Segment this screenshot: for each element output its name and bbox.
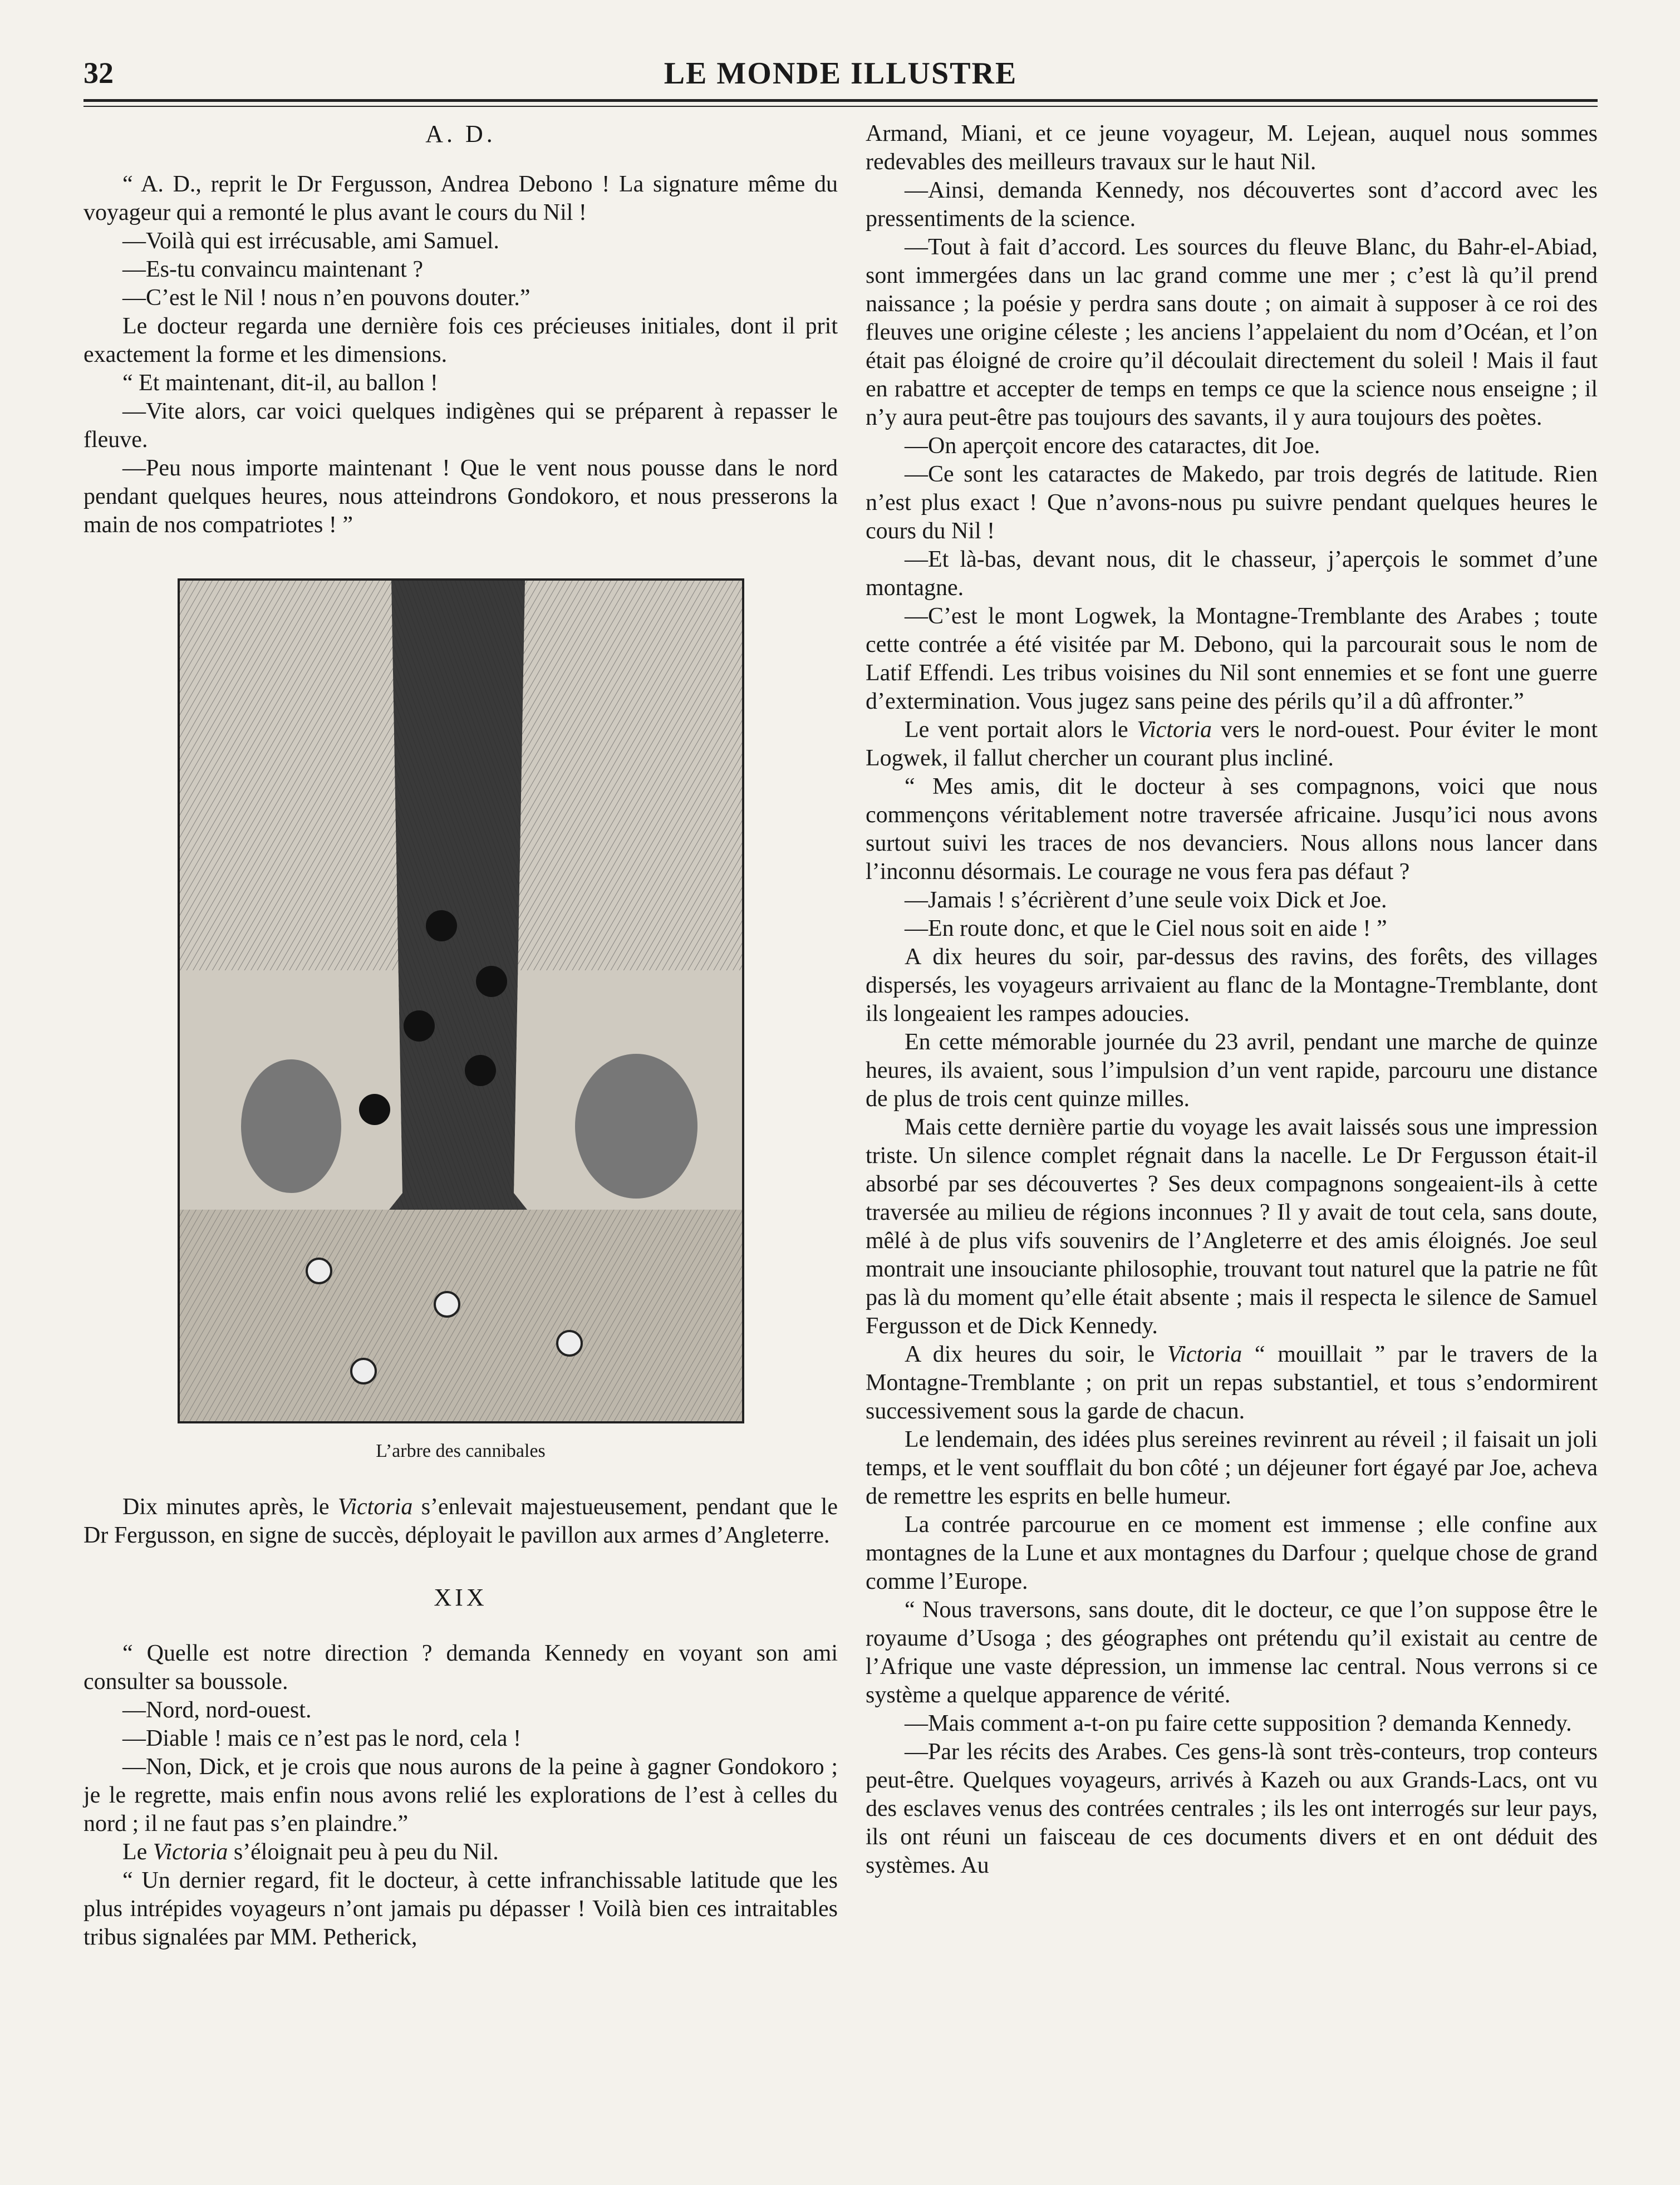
paragraph: “ Mes amis, dit le docteur à ses compagnons, voici que nous commençons véritablement notre traversée africaine. Jusqu’ici nous avons surtout suivi les traces de nos devanciers. Nous allons nous lancer dans l’inconnu désormais. Le courage ne vous fera pas défaut ? xyxy=(866,774,1598,885)
page-number: 32 xyxy=(83,56,114,90)
paragraph: Le Victoria s’éloignait peu à peu du Nil. xyxy=(122,1839,499,1865)
header-rule-thin xyxy=(83,106,1598,107)
paragraph: Armand, Miani, et ce jeune voyageur, M. Lejean, auquel nous sommes redevables des meilleurs travaux sur le haut Nil. xyxy=(866,121,1598,175)
paragraph: —Es-tu convaincu maintenant ? xyxy=(122,257,423,282)
paragraph: Le docteur regarda une dernière fois ces précieuses initiales, dont il prit exactement la forme et les dimensions. xyxy=(83,313,838,367)
paragraph: —Tout à fait d’accord. Les sources du fleuve Blanc, du Bahr-el-Abiad, sont immergées dans un lac grand comme une mer ; c’est là qu’il prend naissance ; la poésie y perdra sans doute ; on aimait à supposer à ce roi des fleuves une origine céleste ; les anciens l’appelaient du nom d’Océan, et l’on était pas éloigné de croire qu’il découlait directement du soleil ! Mais il faut en rabattre et accepter de temps en temps ce que la science nous enseigne ; il n’y aura peut-être pas toujours des savants, il y aura toujours des poètes. xyxy=(866,234,1598,430)
paragraph: Le lendemain, des idées plus sereines revinrent au réveil ; il faisait un joli temps, et le vent soufflait du bon côté ; un déjeuner fort égayé par Joe, acheva de remettre les esprits en belle humeur. xyxy=(866,1427,1598,1509)
paragraph: “ Quelle est notre direction ? demanda Kennedy en voyant son ami consulter sa boussole. xyxy=(83,1641,838,1695)
paragraph: —Nord, nord-ouest. xyxy=(122,1697,312,1723)
heading-initials: A. D. xyxy=(425,120,496,148)
paragraph: Dix minutes après, le Victoria s’enlevait majestueusement, pendant que le Dr Fergusson, en signe de succès, déployait le pavillon aux armes d’Angleterre. xyxy=(83,1494,838,1548)
left-column xyxy=(83,120,838,1952)
paragraph: “ Un dernier regard, fit le docteur, à cette infranchissable latitude que les plus intrépides voyageurs n’ont jamais pu dépasser ! Voilà bien ces intraitables tribus signalées par MM. Petherick, xyxy=(83,1868,838,1950)
paragraph: —Voilà qui est irrécusable, ami Samuel. xyxy=(122,228,499,254)
paragraph: —Jamais ! s’écrièrent d’une seule voix Dick et Joe. xyxy=(905,887,1387,913)
paragraph: —Par les récits des Arabes. Ces gens-là sont très-conteurs, trop conteurs peut-être. Quelques voyageurs, arrivés à Kazeh ou aux Grands-Lacs, ont vu des esclaves venus des contrées centrales ; ils les ont interrogés sur leur pays, ils ont réuni un faisceau de ces documents divers et en ont déduit des systèmes. Au xyxy=(866,1739,1598,1878)
paragraph: —Peu nous importe maintenant ! Que le vent nous pousse dans le nord pendant quelques heures, nous atteindrons Gondokoro, et nous presserons la main de nos compatriotes ! ” xyxy=(83,455,838,538)
page-header xyxy=(83,50,1598,100)
engraving-illustration xyxy=(178,578,744,1423)
paragraph: “ A. D., reprit le Dr Fergusson, Andrea Debono ! La signature même du voyageur qui a remonté le plus avant le cours du Nil ! xyxy=(83,171,838,225)
paragraph: —Et là-bas, devant nous, dit le chasseur, j’aperçois le sommet d’une montagne. xyxy=(866,547,1598,601)
paragraph: —C’est le Nil ! nous n’en pouvons douter.” xyxy=(122,285,530,311)
paragraph: —En route donc, et que le Ciel nous soit en aide ! ” xyxy=(905,916,1387,941)
masthead-title: LE MONDE ILLUSTRE xyxy=(664,56,1018,91)
paragraph: “ Et maintenant, dit-il, au ballon ! xyxy=(122,370,438,396)
paragraph: La contrée parcourue en ce moment est immense ; elle confine aux montagnes de la Lune et aux montagnes du Darfour ; quelque chose de grand comme l’Europe. xyxy=(866,1512,1598,1594)
paragraph: —Mais comment a-t-on pu faire cette supposition ? demanda Kennedy. xyxy=(905,1711,1572,1736)
paragraph: —Non, Dick, et je crois que nous aurons de la peine à gagner Gondokoro ; je le regrette, mais enfin nous avons relié les explorations de l’est à celles du nord ; il ne faut pas s’en plaindre.” xyxy=(83,1754,838,1837)
paragraph: —Ce sont les cataractes de Makedo, par trois degrés de latitude. Rien n’est plus exact ! Que n’avons-nous pu suivre pendant quelques heures le cours du Nil ! xyxy=(866,461,1598,544)
paragraph: Le vent portait alors le Victoria vers le nord-ouest. Pour éviter le mont Logwek, il fallut chercher un courant plus incliné. xyxy=(866,717,1598,771)
paragraph: En cette mémorable journée du 23 avril, pendant une marche de quinze heures, ils avaient, sous l’impulsion d’un vent rapide, parcouru une distance de plus de trois cent quinze milles. xyxy=(866,1029,1598,1112)
paragraph: “ Nous traversons, sans doute, dit le docteur, ce que l’on suppose être le royaume d’Usoga ; des géographes ont prétendu qu’il existait au centre de l’Afrique une vaste dépression, un immense lac central. Nous verrons si ce système a quelque apparence de vérité. xyxy=(866,1597,1598,1708)
figure-caption: L’arbre des cannibales xyxy=(376,1441,546,1461)
paragraph: —Vite alors, car voici quelques indigènes qui se préparent à repasser le fleuve. xyxy=(83,399,838,453)
chapter-number: XIX xyxy=(434,1584,488,1611)
paragraph: —C’est le mont Logwek, la Montagne-Tremblante des Arabes ; toute cette contrée a été visitée par M. Debono, qui la parcourait sous le nom de Latif Effendi. Les tribus voisines du Nil sont ennemies et se font une guerre d’extermination. Vous jugez sans peine des périls qu’il a dû affronter.” xyxy=(866,603,1598,714)
paragraph: —On aperçoit encore des cataractes, dit Joe. xyxy=(905,433,1320,459)
right-column xyxy=(866,120,1598,1880)
paragraph: —Ainsi, demanda Kennedy, nos découvertes sont d’accord avec les pressentiments de la science. xyxy=(866,178,1598,232)
paragraph: A dix heures du soir, le Victoria “ mouillait ” par le travers de la Montagne-Tremblante ; on prit un repas substantiel, et tous s’endormirent successivement sous la garde de chacun. xyxy=(866,1342,1598,1424)
header-rule-thick xyxy=(83,99,1598,102)
paragraph: Mais cette dernière partie du voyage les avait laissés sous une impression triste. Un silence complet régnait dans la nacelle. Le Dr Fergusson était-il absorbé par ses découvertes ? Ses deux compagnons songeaient-ils à cette traversée au milieu de régions inconnues ? Il y avait de tout cela, sans doute, mêlé à de plus vifs souvenirs de l’Angleterre et des amis éloignés. Joe seul montrait une insouciante philosophie, trouvant tout naturel que la patrie ne fût pas là du moment qu’elle était absente ; mais il respecta le silence de Samuel Fergusson et de Dick Kennedy. xyxy=(866,1114,1598,1339)
paragraph: —Diable ! mais ce n’est pas le nord, cela ! xyxy=(122,1726,522,1751)
figure xyxy=(83,578,838,1465)
paragraph: A dix heures du soir, par-dessus des ravins, des forêts, des villages dispersés, les voyageurs arrivaient au flanc de la Montagne-Tremblante, dont ils longeaient les rampes adoucies. xyxy=(866,944,1598,1027)
